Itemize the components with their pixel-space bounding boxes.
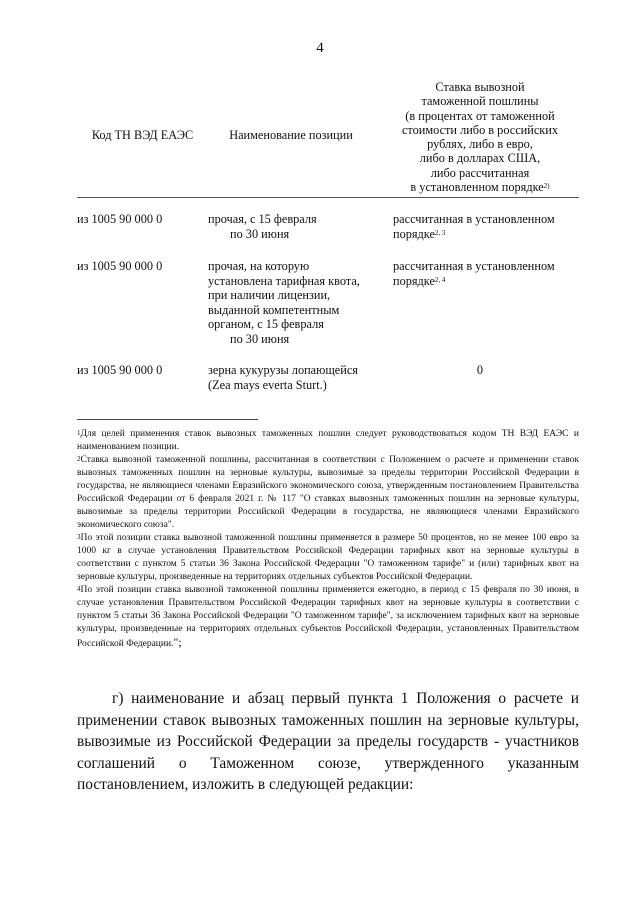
footnote-text: По этой позиции ставка вывозной таможенной пошлины применяется ежегодно, в период с 15 февраля по 30 июня, в случае установления Правительством Российской Федерации тарифных квот на зерновые культуры в соответствии с пунктом 5 статьи 36 Закона Российской Федерации "О таможенном тарифе", за исключением тарифных квот на зерновые культуры, произведенные на территориях отдельных субъектов Российской Федерации, установленных Правительством Российской Федерации.: [77, 585, 579, 649]
name-line: органом, с 15 февраля: [208, 317, 324, 332]
quote-end: ";: [173, 635, 182, 649]
footnote-3: [77, 532, 579, 584]
row2-name: [208, 259, 360, 347]
header-name: Наименование позиции: [229, 128, 353, 142]
footnote-ref: 2, 4: [434, 275, 446, 284]
name-line: выданной компетентным: [208, 302, 340, 317]
footnote-separator: [77, 419, 258, 420]
page-number: 4: [316, 40, 324, 56]
name-line: (Zea mays everta Sturt.): [208, 377, 327, 392]
footnote-4: [77, 584, 579, 651]
body-text: [77, 688, 579, 796]
name-line: при наличии лицензии,: [208, 288, 331, 303]
footnote-text: Ставка вывозной таможенной пошлины, рассчитанная в соответствии с Положением о расчете и применении ставок вывозных таможенных пошлин на зерновые культуры, вывозимые за пределы территории Российской Федерации в государства, не являющиеся членами Евразийского экономического союза, утвержденным постановлением Правительства Российской Федерации от 6 февраля 2021 г. № 117 "О ставках вывозных таможенных пошлин на зерновые культуры, вывозимые за пределы территории Российской Федерации в государства, не являющиеся членами Евразийского экономического союза".: [77, 455, 579, 530]
row3-name: [208, 363, 358, 392]
header-rate-line: (в процентах от таможенной: [405, 108, 555, 123]
footnote-mark: 2: [77, 455, 81, 463]
name-line: по 30 июня: [230, 226, 290, 241]
footnotes: [77, 428, 579, 651]
name-line: прочая, с 15 февраля: [208, 212, 317, 226]
row1-code: из 1005 90 000 0: [77, 212, 163, 226]
row1-rate: [393, 212, 555, 241]
rate-line: порядке$^{2, 4}$: [393, 273, 446, 288]
header-rate-line: таможенной пошлины: [421, 94, 539, 109]
rate-line: рассчитанная в установленном: [393, 259, 555, 273]
header-code: Код ТН ВЭД ЕАЭС: [91, 128, 194, 142]
row3-code: из 1005 90 000 0: [77, 363, 163, 377]
rate-line: порядке$^{2, 3}$: [393, 226, 446, 241]
header-rate-line: либо рассчитанная: [430, 165, 530, 180]
footnote-mark: 3: [77, 533, 81, 541]
footnote-mark: 1: [77, 429, 81, 437]
header-rate-line: рублях, либо в евро,: [427, 137, 533, 152]
name-line: установлена тарифная квота,: [208, 273, 360, 288]
rate-line: рассчитанная в установленном: [393, 212, 555, 226]
row1-name: [208, 212, 317, 241]
name-line: прочая, на которую: [208, 259, 310, 273]
row2-code: из 1005 90 000 0: [77, 259, 163, 273]
footnote-1: [77, 428, 579, 454]
header-rate-line: Ставка вывозной: [435, 80, 525, 94]
header-rate: [378, 80, 582, 194]
name-line: зерна кукурузы лопающейся: [208, 363, 358, 377]
header-rate-line: либо в долларах США,: [419, 151, 541, 166]
footnote-ref: 2, 3: [434, 228, 446, 237]
footnote-mark: 4: [77, 585, 81, 593]
amendment-paragraph: г) наименование и абзац первый пункта 1 Положения о расчете и применении ставок вывозных таможенных пошлин на зерновые культуры, вывозимые из Российской Федерации за пределы государств - участников соглашений о Таможенном союзе, утвержденного указанным постановлением, изложить в следующей редакции:: [77, 690, 579, 793]
row3-rate: 0: [476, 363, 484, 377]
footnote-2: [77, 454, 579, 532]
footnote-ref: 2): [543, 182, 550, 191]
footnote-text: Для целей применения ставок вывозных таможенных пошлин следует руководствоваться кодом ТН ВЭД ЕАЭС и наименованием позиции.: [77, 429, 579, 452]
header-rate-line: в установленном порядке$^{2)}$: [410, 180, 550, 195]
row2-rate: [393, 259, 555, 288]
footnote-text: По этой позиции ставка вывозной таможенной пошлины применяется в размере 50 процентов, но не менее 100 евро за 1000 кг в случае установления Правительством Российской Федерации тарифных квот на зерновые культуры в соответствии с пунктом 5 статьи 36 Закона Российской Федерации "О таможенном тарифе" и (или) тарифных квот на зерновые культуры, произведенные на территориях отдельных субъектов Российской Федерации.: [77, 533, 579, 582]
header-divider: [77, 197, 579, 198]
name-line: по 30 июня: [230, 331, 290, 346]
header-rate-line: стоимости либо в российских: [401, 122, 559, 137]
